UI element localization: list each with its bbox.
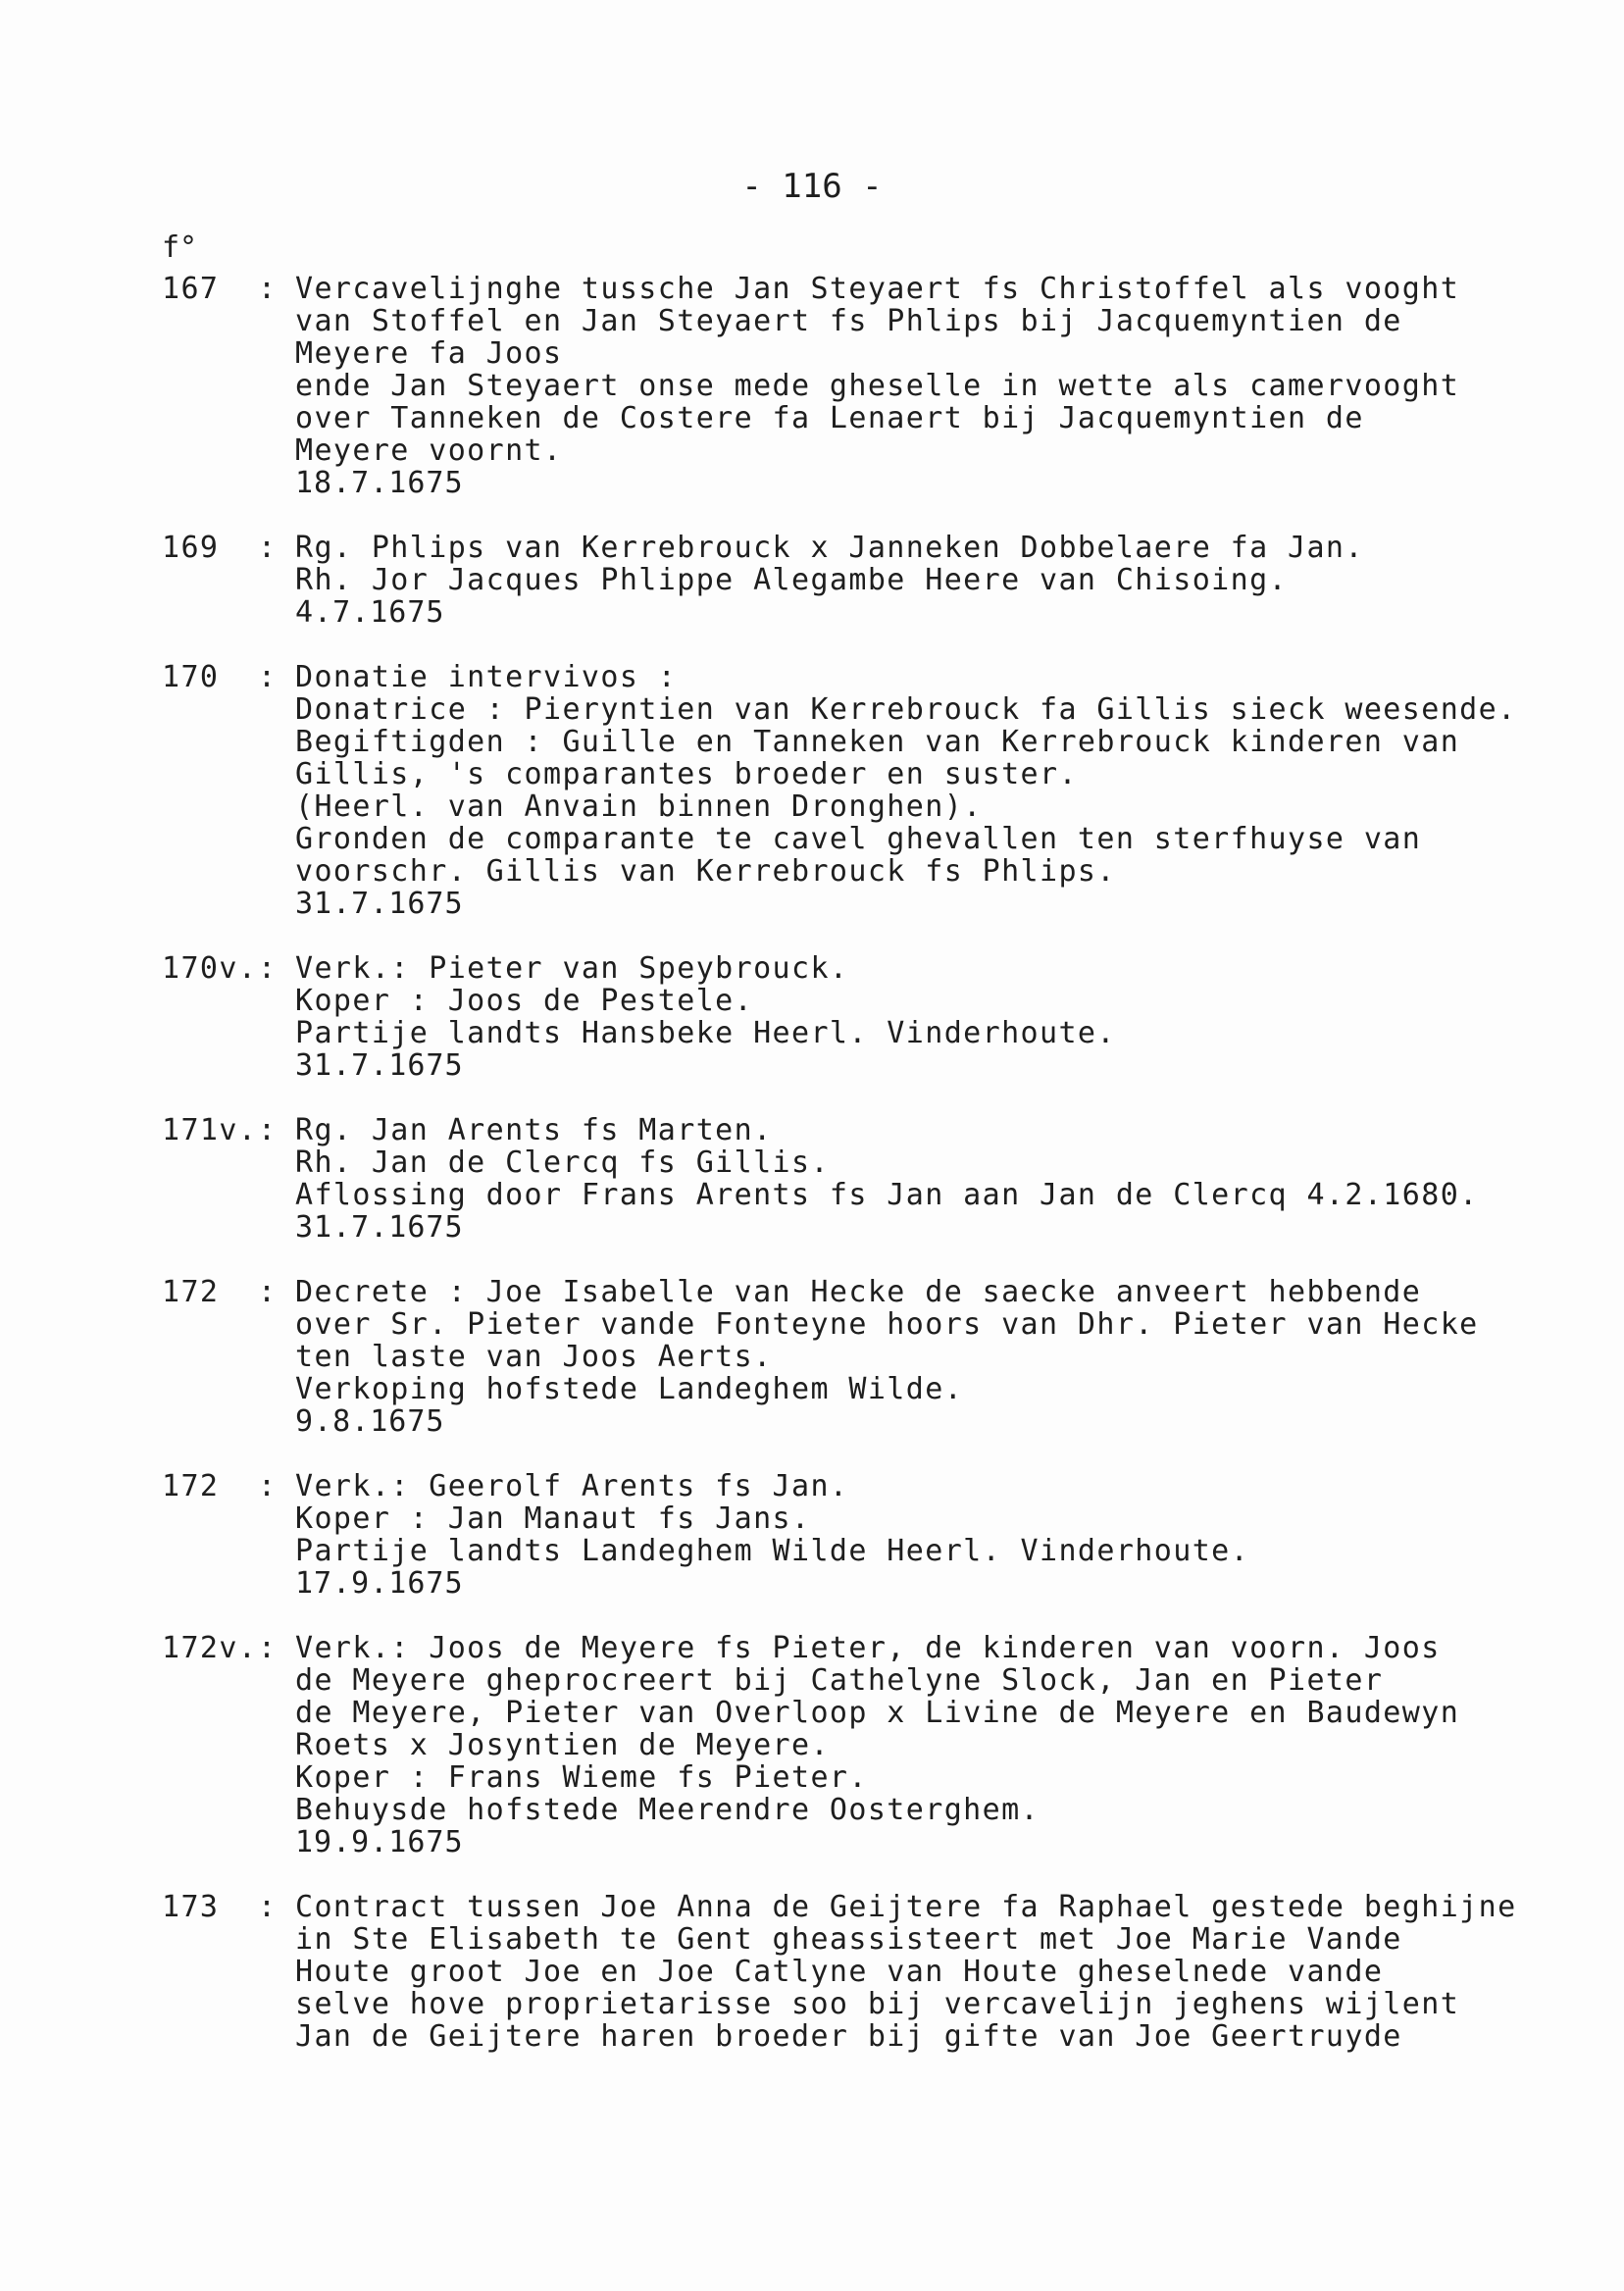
register-entry — [162, 952, 1574, 1082]
entry-line: Gronden de comparante te cavel ghevallen ten sterfhuyse van — [295, 822, 1422, 856]
entry-line: Behuysde hofstede Meerendre Oosterghem. — [295, 1793, 1040, 1827]
entry-separator: : — [258, 272, 278, 306]
entry-line: voorschr. Gillis van Kerrebrouck fs Phlips. — [295, 854, 1116, 889]
entry-line: Vercavelijnghe tussche Jan Steyaert fs Christoffel als vooght — [295, 272, 1460, 306]
entry-line: Koper : Joos de Pestele. — [295, 984, 754, 1018]
entry-separator: : — [258, 1890, 278, 1924]
register-entry — [162, 1114, 1574, 1244]
entry-date: 31.7.1675 — [295, 1210, 464, 1245]
entry-separator: : — [258, 660, 278, 694]
entry-line: Koper : Frans Wieme fs Pieter. — [295, 1760, 868, 1795]
entry-text — [295, 1632, 1574, 1858]
entry-line: over Tanneken de Costere fa Lenaert bij Jacquemyntien de — [295, 401, 1364, 435]
entry-line: Rh. Jor Jacques Phlippe Alegambe Heere van Chisoing. — [295, 563, 1288, 597]
entry-line: Meyere voornt. — [295, 433, 563, 468]
folio-number: 173 — [162, 1890, 220, 1924]
register-entries — [162, 273, 1574, 2085]
entry-line: Rg. Jan Arents fs Marten. — [295, 1113, 773, 1147]
register-entry — [162, 273, 1574, 499]
entry-line: in Ste Elisabeth te Gent gheassisteert met Joe Marie Vande — [295, 1922, 1402, 1957]
folio-column-label: f° — [162, 230, 198, 265]
entry-line: Houte groot Joe en Joe Catlyne van Houte gheselnede vande — [295, 1955, 1384, 1989]
page-number: - 116 - — [741, 167, 883, 206]
entry-text — [295, 952, 1574, 1082]
entry-separator: : — [258, 1275, 278, 1309]
entry-text — [295, 1276, 1574, 1438]
entry-text — [295, 1114, 1574, 1244]
entry-date: 19.9.1675 — [295, 1825, 464, 1859]
folio-number: 169 — [162, 531, 220, 565]
entry-date: 9.8.1675 — [295, 1404, 445, 1439]
entry-line: Donatrice : Pieryntien van Kerrebrouck fa Gillis sieck weesende. — [295, 692, 1517, 727]
entry-line: Verkoping hofstede Landeghem Wilde. — [295, 1372, 964, 1406]
entry-line: Meyere fa Joos — [295, 336, 563, 371]
entry-line: Verk.: Geerolf Arents fs Jan. — [295, 1469, 849, 1503]
entry-line: de Meyere, Pieter van Overloop x Livine de Meyere en Baudewyn — [295, 1696, 1460, 1730]
register-entry — [162, 1470, 1574, 1600]
entry-date: 31.7.1675 — [295, 887, 464, 921]
entry-text — [295, 1470, 1574, 1600]
entry-separator: : — [258, 1469, 278, 1503]
folio-number: 172 — [162, 1275, 220, 1309]
entry-line: Aflossing door Frans Arents fs Jan aan Jan de Clercq 4.2.1680. — [295, 1178, 1479, 1212]
entry-line: ten laste van Joos Aerts. — [295, 1340, 773, 1374]
register-entry — [162, 1632, 1574, 1858]
entry-line: Gillis, 's comparantes broeder en suster. — [295, 757, 1078, 791]
folio-number: 172 — [162, 1469, 220, 1503]
entry-line: Partije landts Landeghem Wilde Heerl. Vinderhoute. — [295, 1534, 1250, 1568]
folio-number: 170 — [162, 660, 220, 694]
entry-date: 31.7.1675 — [295, 1048, 464, 1083]
entry-text — [295, 1891, 1574, 2053]
folio-number: 170v. — [162, 951, 258, 986]
entry-line: over Sr. Pieter vande Fonteyne hoors van Dhr. Pieter van Hecke — [295, 1307, 1479, 1342]
register-entry — [162, 1276, 1574, 1438]
entry-line: selve hove proprietarisse soo bij vercavelijn jeghens wijlent — [295, 1987, 1460, 2021]
entry-date: 18.7.1675 — [295, 466, 464, 500]
entry-line: Jan de Geijtere haren broeder bij gifte van Joe Geertruyde — [295, 2019, 1402, 2054]
register-entry — [162, 532, 1574, 629]
entry-line: Rg. Phlips van Kerrebrouck x Janneken Dobbelaere fa Jan. — [295, 531, 1364, 565]
entry-line: Contract tussen Joe Anna de Geijtere fa Raphael gestede beghijne — [295, 1890, 1517, 1924]
entry-separator: : — [258, 1113, 278, 1147]
entry-line: Partije landts Hansbeke Heerl. Vinderhoute. — [295, 1016, 1116, 1050]
entry-line: de Meyere gheprocreert bij Cathelyne Slock, Jan en Pieter — [295, 1663, 1384, 1698]
entry-line: Verk.: Joos de Meyere fs Pieter, de kinderen van voorn. Joos — [295, 1631, 1441, 1665]
entry-text — [295, 532, 1574, 629]
entry-line: Decrete : Joe Isabelle van Hecke de saecke anveert hebbende — [295, 1275, 1422, 1309]
entry-date: 17.9.1675 — [295, 1566, 464, 1601]
folio-number: 167 — [162, 272, 220, 306]
entry-line: (Heerl. van Anvain binnen Dronghen). — [295, 789, 983, 824]
entry-separator: : — [258, 531, 278, 565]
entry-text — [295, 661, 1574, 920]
entry-text — [295, 273, 1574, 499]
folio-number: 172v. — [162, 1631, 258, 1665]
entry-line: Verk.: Pieter van Speybrouck. — [295, 951, 849, 986]
entry-line: Roets x Josyntien de Meyere. — [295, 1728, 830, 1762]
entry-line: Donatie intervivos : — [295, 660, 678, 694]
entry-separator: : — [258, 1631, 278, 1665]
entry-line: van Stoffel en Jan Steyaert fs Phlips bij Jacquemyntien de — [295, 304, 1402, 338]
register-entry — [162, 661, 1574, 920]
entry-line: Rh. Jan de Clercq fs Gillis. — [295, 1146, 830, 1180]
entry-separator: : — [258, 951, 278, 986]
entry-line: ende Jan Steyaert onse mede gheselle in wette als camervooght — [295, 369, 1460, 403]
entry-line: Koper : Jan Manaut fs Jans. — [295, 1502, 811, 1536]
entry-date: 4.7.1675 — [295, 595, 445, 630]
folio-number: 171v. — [162, 1113, 258, 1147]
register-entry — [162, 1891, 1574, 2053]
entry-line: Begiftigden : Guille en Tanneken van Kerrebrouck kinderen van — [295, 725, 1460, 759]
